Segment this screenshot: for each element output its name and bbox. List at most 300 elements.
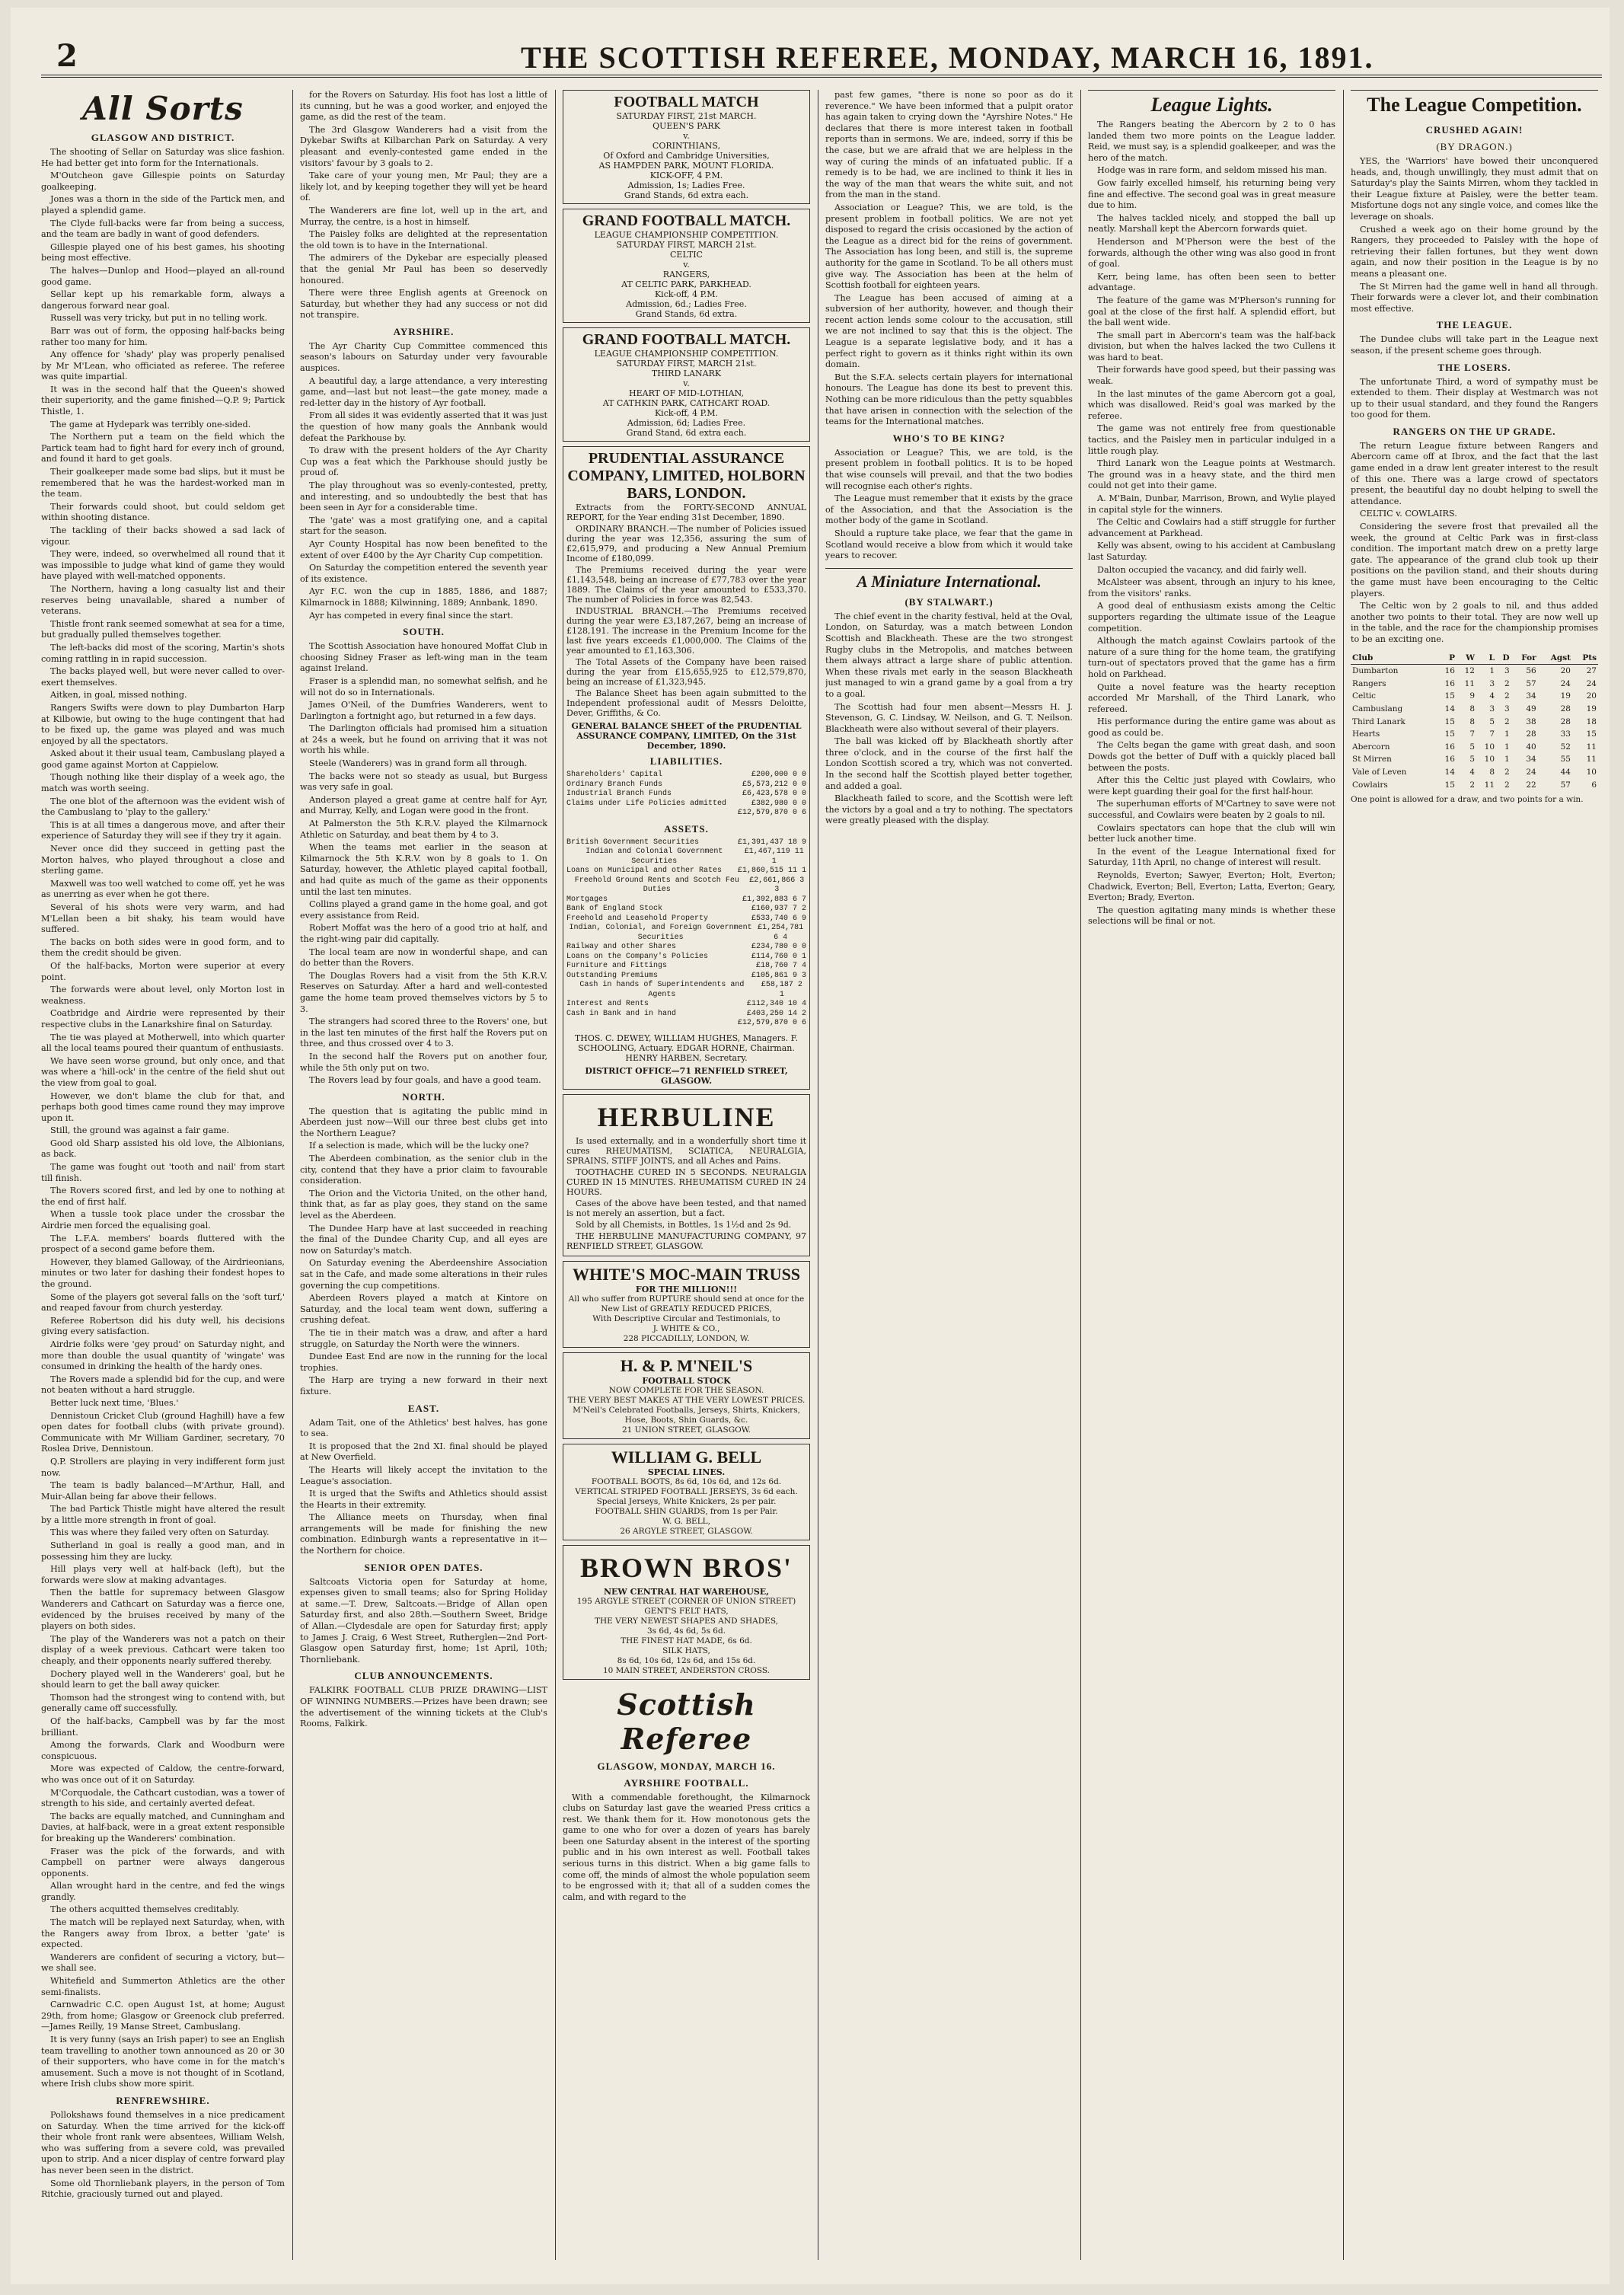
- paragraph: When a tussle took place under the crossbar the Airdrie men forced the equalising goal.: [41, 1209, 285, 1231]
- subheading: NORTH.: [402, 1090, 445, 1103]
- balance-row: Furniture and Fittings £18,760 7 4: [566, 962, 806, 970]
- table-cell: 15: [1444, 691, 1455, 701]
- table-cell: 40: [1526, 742, 1536, 752]
- paragraph: But the S.F.A. selects certain players for international honours. The League has done its best to prevent this. Nothing can be more ridiculous than the petty squabbles that have arisen in connection with the selection of the teams for the International matches.: [825, 372, 1073, 427]
- paragraph: The tie in their match was a draw, and after a hard struggle, on Saturday the North were the winners.: [300, 1327, 547, 1349]
- paragraph: The Rovers lead by four goals, and have a good team.: [309, 1075, 541, 1086]
- byline: (BY STALWART.): [905, 595, 994, 608]
- table-cell: St Mirren: [1352, 755, 1392, 764]
- truss-advert: [563, 1261, 810, 1348]
- table-cell: 18: [1586, 717, 1597, 726]
- advert-line: KICK-OFF, 4 P.M.: [649, 171, 723, 180]
- paragraph: Ayr F.C. won the cup in 1885, 1886, and 1887; Kilmarnock in 1888; Kilwinning, 1889; Annbank, 1890.: [300, 586, 547, 608]
- paragraph: If a selection is made, which will be the lucky one?: [309, 1141, 529, 1151]
- subheading-crushed-again: CRUSHED AGAIN!: [1425, 124, 1523, 136]
- column-rule: [555, 90, 556, 2260]
- paragraph: Maxwell was too well watched to come off, yet he was as unerring as ever when he got there.: [41, 878, 285, 900]
- paragraph: Allan wrought hard in the centre, and fed the wings grandly.: [41, 1881, 285, 1902]
- subheading: SOUTH.: [403, 626, 445, 638]
- paragraph: The Rovers scored first, and led by one to nothing at the end of first half.: [41, 1186, 285, 1207]
- subheading-glasgow: GLASGOW AND DISTRICT.: [91, 132, 235, 143]
- table-cell: 15: [1444, 717, 1455, 726]
- paragraph: The Rangers beating the Abercorn by 2 to 0 has landed them two more points on the League ladder. Reid, we must say, is a splendid goalkeeper, and was the hero of the match.: [1088, 120, 1335, 163]
- article-body: [1088, 120, 1335, 845]
- paragraph: Take care of your young men, Mr Paul; they are a likely lot, and by keeping together they will yet be heard of.: [300, 171, 547, 203]
- balance-row: Mortgages £1,392,883 6 7: [566, 895, 806, 904]
- paragraph: A beautiful day, a large attendance, a very interesting game, and—last but not least—the gate money, made a red-letter day in the history of Ayr football.: [300, 375, 547, 408]
- bell-advert: [563, 1444, 810, 1540]
- paragraph: Is used externally, and in a wonderfully short time it cures RHEUMATISM, SCIATICA, NEURALGIA, SPRAINS, STIFF JOINTS, and all Aches and Pains.: [566, 1135, 806, 1166]
- table-cell: 5: [1469, 742, 1475, 752]
- paragraph: When the teams met earlier in the season at Kilmarnock the 5th K.R.V. won by 8 goals to 1. On Saturday, however, the Athletic played capital football, and had quite as much of the game as their opponents until the last ten minutes.: [300, 842, 547, 897]
- league-table-column-header: W: [1456, 652, 1476, 665]
- balance-row: Bank of England Stock £160,937 7 2: [566, 905, 806, 913]
- table-row: [1351, 741, 1598, 754]
- advert-line: LEAGUE CHAMPIONSHIP COMPETITION.: [594, 349, 779, 359]
- article-body: [825, 448, 1073, 562]
- table-cell: Cowlairs: [1352, 780, 1388, 790]
- balance-row: Loans on Municipal and other Rates £1,860,515 11 1: [566, 867, 806, 875]
- paragraph: Quite a novel feature was the hearty reception accorded Mr Marshall, of the Third Lanark, who refereed.: [1088, 681, 1335, 714]
- liabilities-label: LIABILITIES.: [649, 755, 723, 767]
- table-cell: 3: [1504, 704, 1510, 713]
- assets-label: ASSETS.: [664, 822, 709, 835]
- paragraph: Good old Sharp assisted his old love, the Albionians, as back.: [41, 1138, 285, 1160]
- paragraph: However, they blamed Galloway, of the Airdrieonians, minutes or two later for dashing their fondest hopes to the ground.: [41, 1256, 285, 1289]
- paragraph: Airdrie folks were 'gey proud' on Saturday night, and more than double the usual quantity of 'wingate' was consumed in drinking the health of the hardy ones.: [41, 1339, 285, 1372]
- advert-subheading: FOOTBALL STOCK: [642, 1375, 731, 1386]
- table-cell: 22: [1526, 780, 1536, 790]
- paragraph: past few games, "there is none so poor as do it reverence." We have been informed that a pulpit orator has again taken to crying down the "Ayrshire Notes." He declares that there is more interest taken in football reports than in sermons. We are, indeed, sorry if this be the case, but we are afraid that we are helpless in the way of curing the minds of an infatuated public. If a remedy is to be had, we are inclined to think it lies in the way of the man that wears the white suit, and not from the man in the stand.: [825, 90, 1073, 200]
- advert-line: HEART OF MID-LOTHIAN,: [629, 388, 744, 398]
- subheading-miniature-international: A Miniature International.: [825, 568, 1073, 592]
- paragraph: Dalton occupied the vacancy, and did fairly well.: [1097, 564, 1307, 575]
- subheading-ayrshire-football: AYRSHIRE FOOTBALL.: [624, 1776, 749, 1789]
- paragraph: With a commendable forethought, the Kilmarnock clubs on Saturday last gave the wearied Press critics a rest. We thank them for it. How monotonous gets the game to one who for over a dozen of years has barely been one Saturday absent in the interest of the sporting public and in his own interest as well. Football takes serious turns in this district. When a big game falls to come off, the minds of almost the whole population seem to be engrossed with it; that all of a sudden comes the calm, and with regard to the: [563, 1792, 810, 1902]
- table-cell: 12: [1464, 666, 1475, 676]
- paragraph: Whitefield and Summerton Athletics are the other semi-finalists.: [41, 1976, 285, 1997]
- paragraph: Several of his shots were very warm, and had M'Lellan been a bit shaky, his team would have suffered.: [41, 902, 285, 935]
- paragraph: In the second half the Rovers put on another four, while the 5th only put on two.: [300, 1051, 547, 1073]
- herbuline-advert: [563, 1094, 810, 1256]
- paragraph: The chief event in the charity festival, held at the Oval, London, on Saturday, was a match between London Scottish and Blackheath. These are the two strongest Rugby clubs in the Metropolis, and matches between them always attract a large share of public attention. When these rivals met early in the season Blackheath just managed to win a grand game by a goal from a try to a goal.: [825, 611, 1073, 699]
- paragraph: The halves tackled nicely, and stopped the ball up neatly. Marshall kept the Abercorn forwards quiet.: [1088, 212, 1335, 235]
- table-cell: 20: [1586, 691, 1597, 701]
- paragraph: Ayr has competed in every final since the start.: [309, 610, 513, 621]
- paragraph: Gillespie played one of his best games, his shooting being most effective.: [41, 241, 285, 263]
- paragraph: The Orion and the Victoria United, on the other hand, think that, as far as play goes, they stand on the same level as the Aberdeen.: [300, 1188, 547, 1221]
- paragraph: Third Lanark won the League points at Westmarch. The ground was in a heavy state, and the third men could not get into their game.: [1088, 458, 1335, 491]
- paragraph: The Wanderers are fine lot, well up in the art, and Murray, the centre, is a host in himself.: [300, 205, 547, 227]
- table-cell: 20: [1560, 666, 1571, 676]
- table-cell: 28: [1560, 704, 1571, 713]
- subheading: RANGERS ON THE UP GRADE.: [1393, 425, 1556, 437]
- paragraph: The forwards were about level, only Morton lost in weakness.: [41, 985, 285, 1006]
- paragraph: It is very funny (says an Irish paper) to see an English team travelling to another town announced as 20 or 30 of their supporters, who have come in for the match's amusement. Such a move is not thought of in Scotland, where Irish clubs show more spirit.: [41, 2035, 285, 2089]
- paragraph: The unfortunate Third, a word of sympathy must be extended to them. Their display at Westmarch was not up to their usual standard, and they found the Rangers too good for them.: [1351, 376, 1598, 420]
- paragraph: The tackling of their backs showed a sad lack of vigour.: [41, 525, 285, 547]
- paragraph: The halves—Dunlop and Hood—played an all-round good game.: [41, 265, 285, 287]
- article-body: [1088, 847, 1335, 927]
- column-rule: [1080, 90, 1081, 2260]
- paragraph: The Rovers made a splendid bid for the cup, and were not beaten without a hard struggle.: [41, 1374, 285, 1396]
- paragraph: The question that is agitating the public mind in Aberdeen just now—Will our three best clubs get into the Northern League?: [300, 1106, 547, 1138]
- paragraph: The play throughout was so evenly-contested, pretty, and interesting, and so undoubtedly the best that has been seen in Ayr for a considerable time.: [300, 480, 547, 513]
- paragraph: Blackheath failed to score, and the Scottish were left the victors by a goal and a try to nothing. The spectators were greatly pleased with the display.: [825, 793, 1073, 826]
- paragraph: Kelly was absent, owing to his accident at Cambuslang last Saturday.: [1088, 541, 1335, 562]
- paragraph: The Northern put a team on the field which the Partick team had to fight hard for every inch of ground, and found it hard to get goals.: [41, 432, 285, 464]
- table-cell: 2: [1504, 767, 1510, 777]
- advert-line: 10 MAIN STREET, ANDERSTON CROSS.: [602, 1665, 771, 1675]
- paragraph: Extracts from the FORTY-SECOND ANNUAL REPORT, for the Year ending 31st December, 1890.: [566, 503, 806, 522]
- paragraph: It was in the second half that the Queen's showed their superiority, and the game finished—Q.P. 9; Partick Thistle, 1.: [41, 384, 285, 417]
- advert-line: THE VERY BEST MAKES AT THE VERY LOWEST PRICES.: [567, 1395, 806, 1405]
- match-advert: [563, 327, 810, 442]
- paragraph: Cowlairs spectators can hope that the club will win better luck another time.: [1088, 822, 1335, 844]
- paragraph: Some old Thornliebank players, in the person of Tom Ritchie, graciously turned out and played.: [41, 2178, 285, 2200]
- table-cell: 34: [1526, 755, 1536, 764]
- table-cell: 8: [1469, 717, 1475, 726]
- paragraph: Of the half-backs, Morton were superior at every point.: [41, 960, 285, 982]
- paragraph: The strangers had scored three to the Rovers' one, but in the last ten minutes of the first half the Rovers put on three, and thus crossed over 4 to 3.: [300, 1017, 547, 1049]
- table-cell: Rangers: [1352, 678, 1386, 688]
- advert-body: [566, 1386, 806, 1435]
- paragraph: Sold by all Chemists, in Bottles, 1s 1½d and 2s 9d.: [576, 1219, 792, 1230]
- advert-line: THE VERY NEWEST SHAPES AND SHADES,: [595, 1616, 778, 1626]
- table-cell: 57: [1526, 678, 1536, 688]
- advert-heading: GRAND FOOTBALL MATCH.: [582, 331, 791, 348]
- paragraph: Dennistoun Cricket Club (ground Haghill) have a few open dates for football clubs (with private ground). Communicate with Mr William Gardiner, secretary, 70 Roslea Drive, Dennistoun.: [41, 1410, 285, 1454]
- table-cell: Celtic: [1352, 691, 1377, 701]
- table-cell: 38: [1526, 717, 1536, 726]
- table-cell: 7: [1469, 729, 1475, 739]
- table-cell: 1: [1489, 666, 1495, 676]
- table-cell: Hearts: [1352, 729, 1380, 739]
- table-cell: 2: [1504, 717, 1510, 726]
- advert-line: v.: [683, 260, 690, 270]
- paragraph: The Alliance meets on Thursday, when final arrangements will be made for finishing the new combination. Edinburgh wants a representative in it—the Northern for choice.: [300, 1512, 547, 1556]
- advert-line: SATURDAY FIRST, MARCH 21st.: [616, 240, 757, 250]
- table-row: [1351, 690, 1598, 703]
- newspaper-page: [11, 8, 1610, 2284]
- balance-row: Claims under Life Policies admitted £382,980 0 0: [566, 799, 806, 808]
- prudential-advert: [563, 446, 810, 1090]
- table-cell: 19: [1560, 691, 1571, 701]
- table-cell: Cambuslang: [1352, 704, 1403, 713]
- advert-line: FOOTBALL SHIN GUARDS, from 1s per Pair.: [595, 1506, 778, 1516]
- paragraph: This was where they failed very often on Saturday.: [50, 1527, 270, 1538]
- paragraph: FALKIRK FOOTBALL CLUB PRIZE DRAWING—LIST OF WINNING NUMBERS.—Prizes have been drawn; see the advertisement of the winning tickets at the Club's Rooms, Falkirk.: [300, 1685, 547, 1729]
- subheading: EAST.: [407, 1402, 440, 1414]
- paragraph: Although the match against Cowlairs partook of the nature of a sure thing for the home team, the gratifying turn-out of spectators proved that the game has a firm hold on Parkhead.: [1088, 636, 1335, 679]
- paragraph: The ball was kicked off by Blackheath shortly after three o'clock, and in the course of the first half the London Scottish scored a try, which was not converted. In the second half the Scottish played better together, and added a goal.: [825, 736, 1073, 791]
- mneil-advert: [563, 1352, 810, 1439]
- table-row: [1351, 779, 1598, 792]
- advert-line: Grand Stand, 6d extra each.: [626, 428, 747, 438]
- advert-body: [566, 503, 806, 718]
- paragraph: The Northern, having a long casualty list and their reserves being unavailable, shared a number of veterans.: [41, 583, 285, 617]
- paragraph: THE HERBULINE MANUFACTURING COMPANY, 97 RENFIELD STREET, GLASGOW.: [566, 1230, 806, 1251]
- paragraph: Still, the ground was against a fair game.: [50, 1125, 230, 1136]
- section-heading-all-sorts: All Sorts: [82, 90, 244, 127]
- paragraph: James O'Neil, of the Dumfries Wanderers, went to Darlington a fortnight ago, but returned in a few days.: [300, 700, 547, 721]
- paragraph: Thistle front rank seemed somewhat at sea for a time, but gradually pulled themselves together.: [41, 618, 285, 640]
- league-table: [1351, 652, 1598, 792]
- paragraph: Referee Robertson did his duty well, his decisions giving every satisfaction.: [41, 1315, 285, 1337]
- paragraph: However, we don't blame the club for that, and perhaps both good times came round they may improve upon it.: [41, 1090, 285, 1123]
- subheading: THE LOSERS.: [1437, 361, 1511, 373]
- paragraph: Should a rupture take place, we fear that the game in Scotland would receive a blow from which it would take years to recover.: [825, 528, 1073, 561]
- subheading-whos-to-be-king: WHO'S TO BE KING?: [892, 432, 1006, 444]
- advert-line: 228 PICCADILLY, LONDON, W.: [623, 1333, 750, 1343]
- paragraph: The Premiums received during the year were £1,143,548, being an increase of £77,783 over the year 1889. The Claims of the year amounted to £533,370. The number of Policies in force was 82,543.: [566, 565, 806, 605]
- paragraph: More was expected of Caldow, the centre-forward, who was once out of it on Saturday.: [41, 1764, 285, 1785]
- paragraph: The question agitating many minds is whether these selections will be final or not.: [1088, 905, 1335, 927]
- table-cell: 24: [1586, 678, 1597, 688]
- advert-line: M'Neil's Celebrated Footballs, Jerseys, Shirts, Knickers, Hose, Boots, Shin Guards, &c.: [573, 1405, 800, 1425]
- table-cell: 24: [1526, 767, 1536, 777]
- balance-row: Loans on the Company's Policies £114,760 0 1: [566, 952, 806, 961]
- advert-line: Kick-off, 4 P.M.: [654, 289, 719, 299]
- paragraph: The Paisley folks are delighted at the representation the old town is to have in the International.: [300, 229, 547, 251]
- paragraph: The shooting of Sellar on Saturday was slice fashion. He had better get into form for the Internationals.: [41, 147, 285, 168]
- paragraph: Carnwadric C.C. open August 1st, at home; August 29th, from home; Glasgow or Greenock club preferred.—James Reilly, 19 Manse Street, Cambuslang.: [41, 2000, 285, 2032]
- paragraph: Fraser is a splendid man, no somewhat selfish, and he will not do so in Internationals.: [300, 675, 547, 697]
- table-cell: 10: [1484, 742, 1495, 752]
- paragraph: Hodge was in rare form, and seldom missed his man.: [1097, 165, 1328, 176]
- advert-line: VERTICAL STRIPED FOOTBALL JERSEYS, 3s 6d each.: [575, 1486, 798, 1496]
- table-cell: 11: [1586, 742, 1597, 752]
- advert-line: RANGERS,: [662, 270, 710, 279]
- advert-line: CORINTHIANS,: [652, 141, 721, 151]
- table-cell: 5: [1469, 755, 1475, 764]
- paragraph: The Clyde full-backs were far from being a success, and the team are badly in want of good defenders.: [41, 218, 285, 240]
- paragraph: Hill plays very well at half-back (left), but the forwards were slow at making advantages.: [41, 1564, 285, 1585]
- paragraph: Their goalkeeper made some bad slips, but it must be remembered that he was the hardest-worked man in the team.: [41, 467, 285, 500]
- balance-row: Indian and Colonial Government Securities £1,467,119 11 1: [585, 847, 804, 866]
- paragraph: The Harp are trying a new forward in their next fixture.: [300, 1375, 547, 1396]
- advert-line: W. G. BELL,: [662, 1516, 710, 1526]
- table-cell: 34: [1526, 691, 1536, 701]
- table-cell: Vale of Leven: [1352, 767, 1407, 777]
- paragraph: The play of the Wanderers was not a patch on their display of a week previous. Cathcart were taken too cheaply, and their opponents nearly suffered thereby.: [41, 1633, 285, 1666]
- table-cell: 28: [1560, 717, 1571, 726]
- paragraph: Thomson had the strongest wing to contend with, but generally came off successfully.: [41, 1692, 285, 1714]
- paragraph: Jones was a thorn in the side of the Partick men, and played a splendid game.: [41, 194, 285, 215]
- table-cell: 2: [1504, 780, 1510, 790]
- paragraph: ORDINARY BRANCH.—The number of Policies issued during the year was 12,356, assuring the sum of £2,615,979, and producing a New Annual Premium Income of £180,099.: [566, 524, 806, 563]
- paragraph: At Palmerston the 5th K.R.V. played the Kilmarnock Athletic on Saturday, and beat them by 4 to 3.: [300, 819, 547, 840]
- advert-line: Of Oxford and Cambridge Universities,: [603, 151, 770, 161]
- brown-bros-advert: [563, 1545, 810, 1680]
- section-heading-league-competition: The League Competition.: [1351, 90, 1598, 120]
- table-cell: 11: [1484, 780, 1495, 790]
- paragraph: The Balance Sheet has been again submitted to the Independent professional audit of Messrs Deloitte, Dever, Griffiths, & Co.: [566, 688, 806, 718]
- advert-line: FOOTBALL BOOTS, 8s 6d, 10s 6d, and 12s 6d.: [591, 1476, 782, 1486]
- table-cell: 16: [1444, 755, 1455, 764]
- paragraph: The Douglas Rovers had a visit from the 5th K.R.V. Reserves on Saturday. After a hard and well-contested game the home team proved themselves victors by 5 to 3.: [300, 970, 547, 1014]
- match-advert: [563, 90, 810, 204]
- advert-line: Admission, 6d.; Ladies Free.: [626, 299, 747, 309]
- table-cell: Abercorn: [1352, 742, 1390, 752]
- paragraph: The backs were not so steady as usual, but Burgess was very safe in goal.: [300, 771, 547, 793]
- article-body: [825, 611, 1073, 827]
- table-cell: 16: [1444, 678, 1455, 688]
- paragraph: The Scottish had four men absent—Messrs H. J. Stevenson, G. C. Lindsay, W. Neilson, and G. T. Neilson. Blackheath were also without several of their players.: [825, 701, 1073, 734]
- table-cell: 1: [1504, 729, 1510, 739]
- advert-line: AS HAMPDEN PARK, MOUNT FLORIDA.: [598, 161, 774, 171]
- table-cell: 8: [1489, 767, 1495, 777]
- advert-heading: WHITE'S MOC-MAIN TRUSS: [572, 1264, 801, 1284]
- paragraph: Coatbridge and Airdrie were represented by their respective clubs in the Lanarkshire final on Saturday.: [41, 1008, 285, 1029]
- balance-row: British Government Securities £1,391,437 18 9: [566, 838, 806, 847]
- paragraph: The Hearts will likely accept the invitation to the League's association.: [300, 1464, 547, 1486]
- paragraph: There were three English agents at Greenock on Saturday, but whether they had any success or not did not transpire.: [300, 288, 547, 321]
- paragraph: The left-backs did most of the scoring, Martin's shots coming rattling in in rapid succession.: [41, 642, 285, 664]
- table-cell: 11: [1464, 678, 1475, 688]
- table-cell: Third Lanark: [1352, 717, 1405, 726]
- advert-body: [566, 1477, 806, 1537]
- table-cell: 1: [1504, 742, 1510, 752]
- paragraph: Cases of the above have been tested, and that named is not merely an assertion, but a fact.: [566, 1198, 806, 1218]
- paragraph: Saltcoats Victoria open for Saturday at home, expenses given to small teams; also for Spring Holiday at same.—T. Drew, Saltcoats.—Bridge of Allan open Saturday first, and also 28th.—Southern Sweet, Bridge of Allan.—Clydesdale are open for Saturday first; apply to James J. Craig, 6 West Street, Rutherglen—2nd Port-Glasgow open Saturday first, home; 1st April, 10th; Thornliebank.: [300, 1576, 547, 1665]
- league-table-column-header: Club: [1351, 652, 1437, 665]
- balance-row: Industrial Branch Funds £6,423,578 0 0: [566, 790, 806, 798]
- paragraph: for the Rovers on Saturday. His foot has lost a little of its cunning, but he was a good worker, and enjoyed the game, as did the rest of the team.: [300, 90, 547, 123]
- paragraph: Though nothing like their display of a week ago, the match was worth seeing.: [41, 772, 285, 794]
- section-heading-league-lights: League Lights.: [1088, 90, 1335, 120]
- paragraph: Association or League? This, we are told, is the present problem in football politics. It is to be hoped that wise counsels will prevail, and that the two bodies will recognise each other's rights.: [825, 447, 1073, 491]
- article-body: [300, 90, 547, 1730]
- paragraph: The Ayr Charity Cup Committee commenced this season's labours on Saturday under very favourable auspices.: [300, 340, 547, 374]
- paragraph: McAlsteer was absent, through an injury to his knee, from the visitors' ranks.: [1088, 577, 1335, 598]
- match-advert: [563, 209, 810, 323]
- paragraph: The game at Hydepark was terribly one-sided.: [50, 419, 251, 429]
- paragraph: Reynolds, Everton; Sawyer, Everton; Holt, Everton; Chadwick, Everton; Bell, Everton; Latta, Everton; Geary, Everton; Brady, Everton.: [1088, 870, 1335, 903]
- paragraph: Of the half-backs, Campbell was by far the most brilliant.: [41, 1716, 285, 1738]
- paragraph: Sellar kept up his remarkable form, always a dangerous forward near goal.: [41, 289, 285, 311]
- advert-heading: WILLIAM G. BELL: [611, 1447, 762, 1467]
- paragraph: From all sides it was evidently asserted that it was just the question of how many goals the Annbank would defeat the Parkhouse by.: [300, 410, 547, 443]
- masthead-small: Scottish Referee: [617, 1687, 756, 1756]
- advert-line: J. WHITE & CO.,: [652, 1323, 720, 1333]
- paragraph: The League has been accused of aiming at a subversion of her authority, however, and though their recent action lends some colour to the accusation, still we are not inclined to say that this is the object. The League is a separate legislative body, and it has a perfect right to govern as it thinks right within its own domain.: [825, 292, 1073, 370]
- paragraph: Barr was out of form, the opposing half-backs being rather too many for him.: [41, 325, 285, 347]
- paragraph: In the event of the League International fixed for Saturday, 11th April, no change of interest will result.: [1088, 846, 1335, 868]
- paragraph: The Celtic won by 2 goals to nil, and thus added another two points to their total. They are now well up in the table, and the race for the championship promises to be an exciting one.: [1351, 601, 1598, 644]
- subheading: AYRSHIRE.: [393, 325, 455, 337]
- liabilities-list: [566, 771, 806, 809]
- paragraph: A. M'Bain, Dunbar, Marrison, Brown, and Wylie played in capital style for the winners.: [1088, 493, 1335, 515]
- balance-row: Ordinary Branch Funds £5,573,212 0 0: [566, 780, 806, 789]
- advert-line: v.: [683, 131, 690, 141]
- table-cell: 52: [1560, 742, 1571, 752]
- advert-line: v.: [683, 378, 690, 388]
- paragraph: This is at all times a dangerous move, and after their experience of Saturday they will see if they try it again.: [41, 819, 285, 841]
- paragraph: The 3rd Glasgow Wanderers had a visit from the Dykebar Swifts at Kilbarchan Park on Saturday. A very pleasant and evenly-contested game ended in the visitors' favour by 3 goals to 2.: [300, 124, 547, 168]
- table-row: [1351, 753, 1598, 766]
- paragraph: The Dundee Harp have at last succeeded in reaching the final of the Dundee Charity Cup, and all eyes are now on Saturday's match.: [300, 1223, 547, 1256]
- advert-heading: FOOTBALL MATCH: [614, 94, 759, 110]
- table-cell: 7: [1489, 729, 1495, 739]
- advert-line: 26 ARGYLE STREET, GLASGOW.: [620, 1526, 753, 1536]
- advert-body: [566, 1294, 806, 1344]
- paragraph: In the last minutes of the game Abercorn got a goal, which was disallowed. Reid's goal was marked by the referee.: [1088, 388, 1335, 421]
- table-cell: 6: [1591, 780, 1597, 790]
- paragraph: The Aberdeen combination, as the senior club in the city, contend that they have a prior claim to favourable consideration.: [300, 1154, 547, 1186]
- advert-heading: GRAND FOOTBALL MATCH.: [582, 212, 791, 229]
- paragraph: On Saturday the competition entered the seventh year of its existence.: [300, 563, 547, 584]
- date-line: GLASGOW, MONDAY, MARCH 16.: [597, 1760, 776, 1772]
- advert-line: SILK HATS,: [662, 1645, 710, 1655]
- article-body: [563, 1792, 810, 1904]
- advert-subheading: SPECIAL LINES.: [647, 1467, 726, 1477]
- table-cell: 57: [1560, 780, 1571, 790]
- balance-sheet-heading: GENERAL BALANCE SHEET of the PRUDENTIAL ASSURANCE COMPANY, LIMITED, On the 31st December, 1890.: [571, 721, 802, 751]
- paragraph: Robert Moffat was the hero of a good trio at half, and the right-wing pair did capitally.: [300, 923, 547, 944]
- paragraph: The team is badly balanced—M'Arthur, Hall, and Muir-Allan being far above their fellows.: [41, 1480, 285, 1502]
- column-ayrshire-notes: [825, 90, 1073, 2260]
- subheading: CLUB ANNOUNCEMENTS.: [354, 1670, 493, 1682]
- paragraph: The one blot of the afternoon was the evident wish of the Cambuslang to 'play to the gallery.': [41, 796, 285, 818]
- paragraph: M'Outcheon gave Gillespie points on Saturday goalkeeping.: [41, 171, 285, 192]
- paragraph: The Darlington officials had promised him a situation at 24s a week, but he found on arriving that it was not worth his while.: [300, 723, 547, 756]
- paragraph: Aberdeen Rovers played a match at Kintore on Saturday, and the local team went down, suffering a crushing defeat.: [300, 1293, 547, 1326]
- table-cell: 2: [1504, 691, 1510, 701]
- table-cell: 9: [1469, 691, 1475, 701]
- table-cell: 15: [1586, 729, 1597, 739]
- paragraph: Henderson and M'Pherson were the best of the forwards, although the other wing was also good in front of goal.: [1088, 236, 1335, 270]
- advert-line: SATURDAY FIRST, 21st MARCH.: [616, 111, 757, 121]
- table-cell: Dumbarton: [1352, 666, 1399, 676]
- advert-line: Admission, 6d; Ladies Free.: [627, 418, 746, 428]
- paragraph: The backs are equally matched, and Cunningham and Davies, at half-back, were in a great extent responsible for breaking up the Wanderers' combination.: [41, 1811, 285, 1843]
- league-table-column-header: For: [1511, 652, 1538, 665]
- paragraph: Sutherland in goal is really a good man, and in possessing him they are lucky.: [41, 1540, 285, 1562]
- paragraph: The Scottish Association have honoured Moffat Club in choosing Sidney Fraser as left-wing man in the team against Ireland.: [300, 641, 547, 674]
- paragraph: His performance during the entire game was about as good as could be.: [1088, 717, 1335, 738]
- paragraph: The local team are now in wonderful shape, and can do better than the Rovers.: [300, 946, 547, 969]
- paragraph: The match will be replayed next Saturday, when, with the Rangers away from Ibrox, a better 'gate' is expected.: [41, 1917, 285, 1950]
- paragraph: Any offence for 'shady' play was properly penalised by Mr M'Lean, who officiated as referee. The referee was quite impartial.: [41, 350, 285, 382]
- paragraph: After this the Celtic just played with Cowlairs, who were kept guarding their goal for the first half-hour.: [1088, 775, 1335, 796]
- table-cell: 28: [1526, 729, 1536, 739]
- paragraph: CELTIC v. COWLAIRS.: [1360, 509, 1457, 519]
- advert-line: AT CELTIC PARK, PARKHEAD.: [621, 279, 751, 289]
- paragraph: Association or League? This, we are told, is the present problem in football politics. We are not yet disposed to regard the crisis occasioned by the action of the League as a direct bid for the reins of government. The Association has long been, and still is, the supreme authority for the game in Scotland. To be all others must give way. The Association has been at the helm of Scottish football for eighteen years.: [825, 202, 1073, 291]
- paragraph: Among the forwards, Clark and Woodburn were conspicuous.: [41, 1740, 285, 1761]
- table-cell: 5: [1489, 717, 1495, 726]
- balance-row: Cash in Bank and in hand £403,250 14 2: [566, 1009, 806, 1018]
- table-cell: 55: [1560, 755, 1571, 764]
- balance-row: Indian, Colonial, and Foreign Government Securities £1,254,781 6 4: [569, 924, 804, 942]
- table-cell: 16: [1444, 666, 1455, 676]
- match-advertisements: [563, 90, 810, 442]
- paragraph: Asked about it their usual team, Cambuslang played a good game against Morton at Cappielow.: [41, 749, 285, 770]
- advert-line: AT CATHKIN PARK, CATHCART ROAD.: [602, 398, 771, 408]
- table-row: [1351, 703, 1598, 716]
- advert-line: 3s 6d, 4s 6d, 5s 6d.: [646, 1626, 726, 1636]
- advert-line: 21 UNION STREET, GLASGOW.: [621, 1425, 751, 1435]
- paragraph: The small part in Abercorn's team was the half-back division, but when the halves lacked the two Cullens it was hard to beat.: [1088, 330, 1335, 362]
- paragraph: The backs played well, but were never called to over-exert themselves.: [41, 666, 285, 688]
- paragraph: The superhuman efforts of M'Cartney to save were not successful, and Cowlairs were beaten by 2 goals to nil.: [1088, 799, 1335, 821]
- table-cell: 8: [1469, 704, 1475, 713]
- paragraph: On Saturday evening the Aberdeenshire Association sat in the Cafe, and made some alterations in their rules governing the cup competitions.: [300, 1258, 547, 1291]
- advert-line: Admission, 1s; Ladies Free.: [627, 180, 745, 190]
- table-cell: 10: [1484, 755, 1495, 764]
- paragraph: The League must remember that it exists by the grace of the Association, and that the Association is the mother body of the game in Scotland.: [825, 493, 1073, 526]
